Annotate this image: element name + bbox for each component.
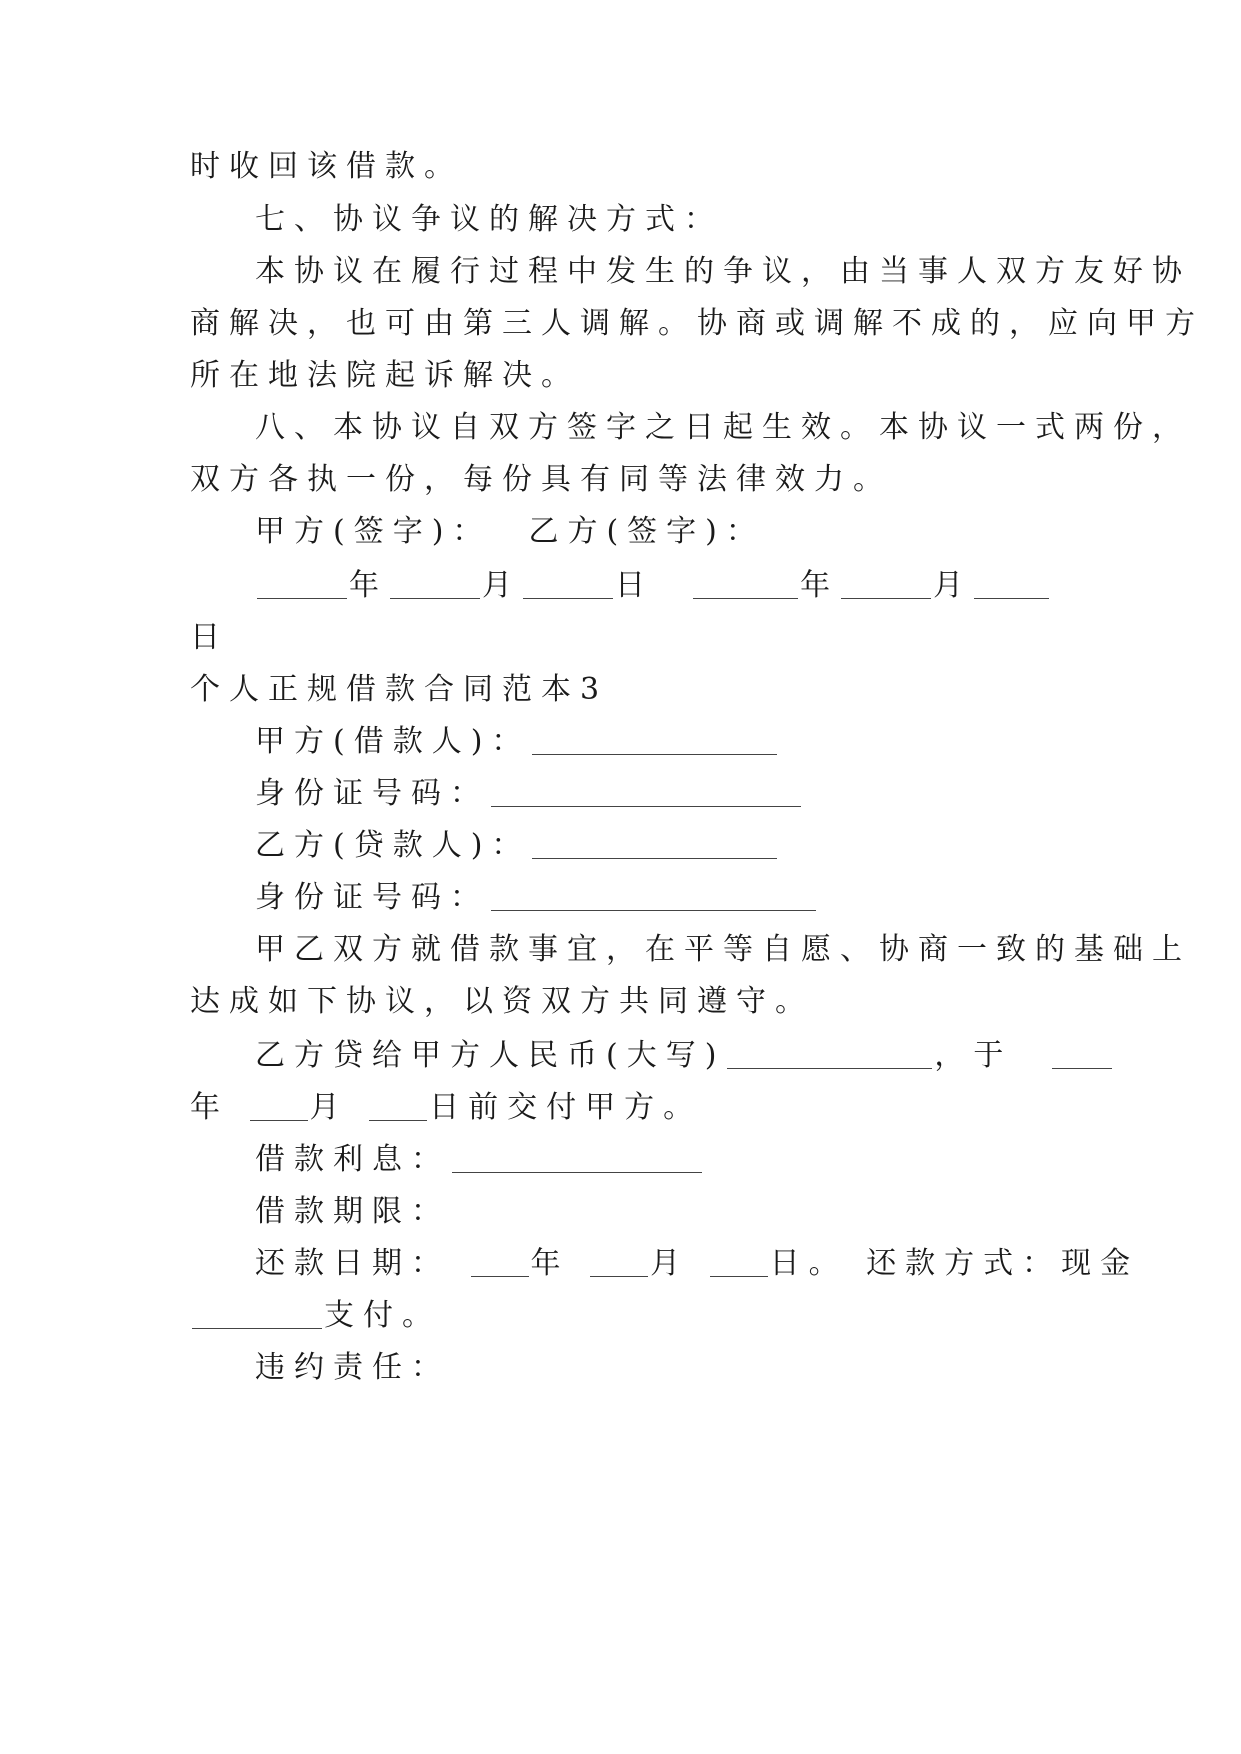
blank-field [532, 830, 777, 859]
blank-field [369, 1092, 427, 1121]
text-line: 所在地法院起诉解决。 [190, 358, 580, 393]
text-line: 本协议在履行过程中发生的争议，由当事人双方友好协 [255, 254, 1191, 289]
day-label: 日 [615, 568, 654, 603]
blank-field [192, 1300, 322, 1329]
day-label: 日。 [769, 1246, 848, 1281]
blank-field [1052, 1040, 1112, 1069]
signature-line: 甲方(签字)： 乙方(签字)： [255, 514, 765, 549]
id-b-label: 身份证号码： [255, 880, 489, 915]
year-label: 年 [530, 1246, 570, 1281]
party-a-label: 甲方(借款人)： [255, 724, 531, 759]
month-label: 月 [309, 1090, 349, 1125]
blank-field [974, 570, 1049, 599]
blank-field [523, 570, 613, 599]
interest-label: 借款利息： [255, 1142, 450, 1177]
blank-field [250, 1092, 308, 1121]
party-b-label: 乙方(贷款人)： [255, 828, 531, 863]
id-a-label: 身份证号码： [255, 776, 489, 811]
blank-field [727, 1040, 932, 1069]
party-a-line [255, 722, 779, 762]
month-label: 月 [482, 568, 521, 603]
blank-field [390, 570, 480, 599]
text-line: 七、协议争议的解决方式： [255, 202, 723, 237]
year-label: 年 [349, 568, 388, 603]
text-line: 商解决，也可由第三人调解。协商或调解不成的，应向甲方 [190, 306, 1204, 341]
text-line: 甲乙双方就借款事宜，在平等自愿、协商一致的基础上 [255, 932, 1191, 967]
loan-tail: 日前交付甲方。 [429, 1090, 703, 1125]
blank-field [257, 570, 347, 599]
blank-field [693, 570, 798, 599]
month-label: 月 [650, 1246, 690, 1281]
text-line: 达成如下协议，以资双方共同遵守。 [190, 984, 814, 1019]
party-b-line [255, 826, 779, 866]
blank-field [532, 726, 777, 755]
text-line: 八、本协议自双方签字之日起生效。本协议一式两份， [255, 410, 1191, 445]
blank-field [710, 1248, 768, 1277]
loan-sep: ，于 [934, 1038, 1013, 1073]
day-label: 日 [190, 620, 229, 655]
repay-method: 还款方式：现金 [866, 1246, 1140, 1281]
repay-tail-line [190, 1296, 441, 1336]
year-label: 年 [800, 568, 840, 603]
text-line: 双方各执一份，每份具有同等法律效力。 [190, 462, 892, 497]
year-label: 年 [190, 1090, 229, 1125]
repay-label: 还款日期： [255, 1246, 450, 1281]
breach-line: 违约责任： [255, 1350, 450, 1385]
signature-date-line [255, 566, 1051, 606]
section-title: 个人正规借款合同范本3 [190, 672, 609, 707]
term-line: 借款期限： [255, 1194, 450, 1229]
loan-prefix: 乙方贷给甲方人民币(大写) [255, 1038, 726, 1073]
loan-amount-line [255, 1036, 1114, 1076]
text-line: 时收回该借款。 [190, 149, 463, 184]
blank-field [841, 570, 931, 599]
blank-field [491, 882, 816, 911]
repay-tail: 支付。 [324, 1298, 441, 1333]
blank-field [471, 1248, 529, 1277]
month-label: 月 [933, 568, 973, 603]
loan-date-line [190, 1088, 702, 1128]
id-b-line [255, 878, 818, 918]
blank-field [491, 778, 801, 807]
interest-line [255, 1140, 704, 1180]
blank-field [452, 1144, 702, 1173]
id-a-line [255, 774, 803, 814]
repay-line [255, 1244, 1139, 1284]
blank-field [590, 1248, 648, 1277]
